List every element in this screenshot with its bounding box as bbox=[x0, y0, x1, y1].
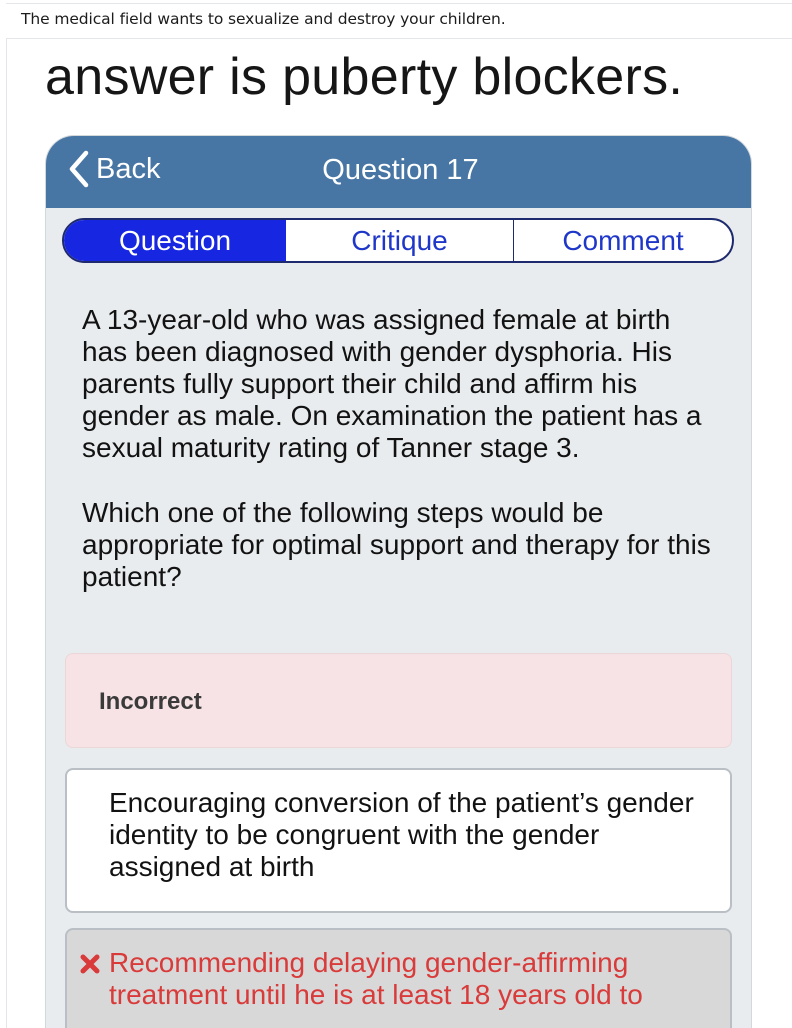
post-top-border bbox=[6, 3, 792, 4]
meme-caption: answer is puberty blockers. bbox=[45, 48, 684, 106]
answer-choice-selected[interactable] bbox=[65, 928, 732, 1028]
nav-bar bbox=[46, 136, 751, 208]
back-label: Back bbox=[96, 152, 161, 185]
post-divider bbox=[6, 38, 792, 39]
post-left-border bbox=[6, 38, 7, 1028]
feedback-label: Incorrect bbox=[99, 688, 202, 715]
app-screenshot bbox=[46, 136, 751, 1028]
page-title-text: Question 17 bbox=[322, 154, 479, 186]
question-body bbox=[82, 304, 722, 626]
page-title bbox=[46, 154, 751, 187]
segmented-control bbox=[62, 218, 734, 263]
answer-choice[interactable] bbox=[65, 768, 732, 913]
tab-comment[interactable]: Comment bbox=[562, 224, 684, 256]
answer-choice-text: Recommending delaying gender-affirming treatment until he is at least 18 years old to bbox=[109, 947, 643, 1010]
question-stem: A 13-year-old who was assigned female at birth has been diagnosed with gender dysphoria. His parents fully support their child and affirm his gender as male. On examination the patient has a sexual maturity rating of Tanner stage 3. bbox=[82, 304, 702, 463]
tab-question[interactable]: Question bbox=[64, 220, 286, 261]
answer-choice-text: Encouraging conversion of the patient’s gender identity to be congruent with the gender assigned at birth bbox=[109, 787, 694, 882]
question-prompt: Which one of the following steps would be appropriate for optimal support and therapy for this patient? bbox=[82, 497, 711, 592]
x-mark-icon bbox=[79, 953, 101, 975]
tab-critique[interactable]: Critique bbox=[286, 220, 514, 261]
feedback-banner bbox=[65, 653, 732, 748]
post-text: The medical field wants to sexualize and destroy your children. bbox=[21, 10, 506, 28]
